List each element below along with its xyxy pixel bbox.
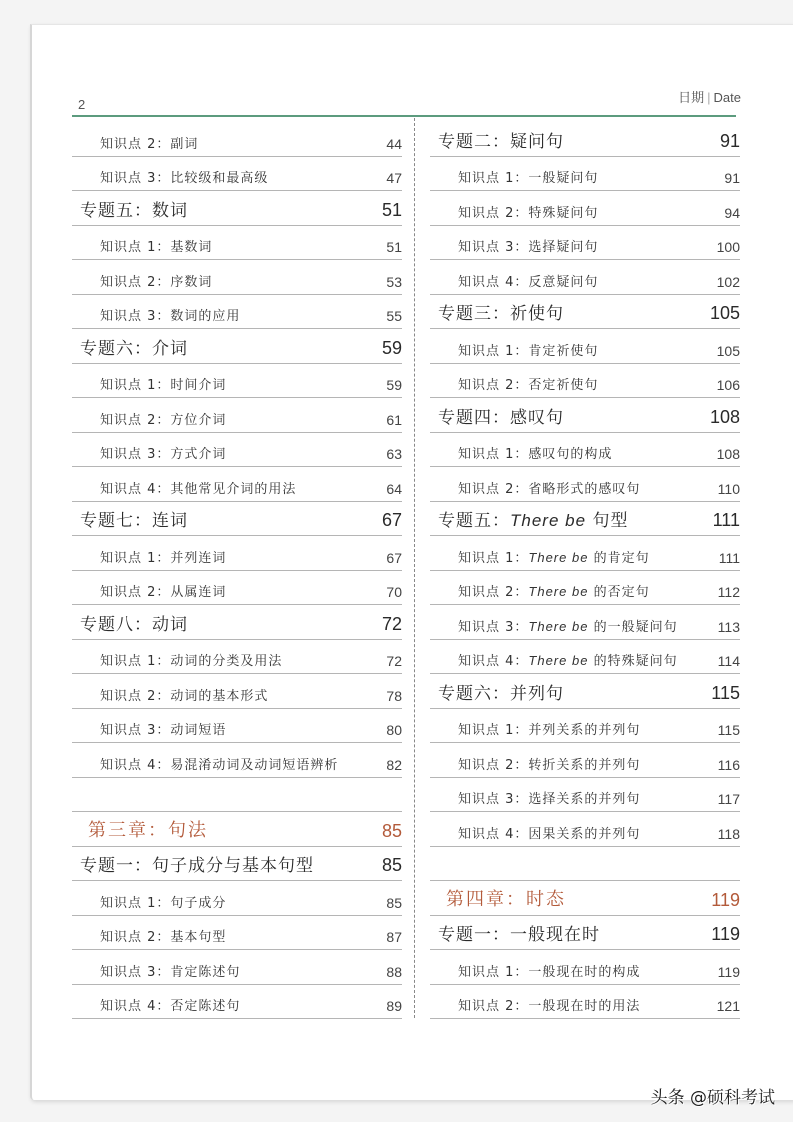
toc-entry-point[interactable] (430, 433, 740, 468)
toc-entry-label: 知识点 3：动词短语 (100, 723, 227, 738)
toc-entry-page: 114 (717, 653, 740, 669)
toc-entry-label: 知识点 2：转折关系的并列句 (458, 757, 641, 773)
toc-entry-point[interactable] (430, 536, 740, 571)
toc-entry-topic[interactable] (430, 502, 740, 537)
toc-entry-point[interactable] (72, 743, 402, 778)
english-term: There be (528, 653, 589, 668)
column-divider (414, 118, 415, 1018)
toc-entry-page: 121 (716, 998, 740, 1014)
toc-entry-point[interactable] (430, 260, 740, 295)
toc-entry-point[interactable] (72, 433, 402, 468)
toc-entry-topic[interactable] (430, 398, 740, 433)
toc-entry-label: 知识点 1：句子成分 (100, 895, 227, 911)
toc-entry-label: 知识点 3：There be 的一般疑问句 (458, 618, 678, 635)
toc-entry-label: 知识点 2：There be 的否定句 (458, 584, 650, 600)
toc-right-column (430, 122, 740, 1019)
toc-entry-label: 知识点 4：因果关系的并列句 (458, 826, 641, 842)
toc-entry-label: 知识点 2：基本句型 (100, 930, 227, 945)
toc-entry-label: 知识点 3：数词的应用 (100, 309, 241, 324)
toc-entry-page: 117 (717, 791, 740, 807)
toc-entry-point[interactable] (72, 226, 402, 261)
toc-entry-page: 102 (716, 273, 740, 290)
toc-entry-point[interactable] (72, 157, 402, 192)
toc-entry-point[interactable] (430, 467, 740, 502)
toc-entry-point[interactable] (430, 191, 740, 226)
toc-entry-page: 111 (712, 510, 740, 530)
toc-entry-label: 知识点 1：并列连词 (100, 550, 227, 566)
toc-entry-label: 知识点 2：动词的基本形式 (100, 688, 269, 704)
toc-entry-label: 专题七：连词 (80, 511, 188, 531)
toc-entry-page: 44 (386, 135, 402, 152)
toc-entry-topic[interactable] (72, 847, 402, 882)
toc-entry-topic[interactable] (72, 605, 402, 640)
toc-entry-label: 知识点 4：反意疑问句 (458, 274, 599, 290)
toc-entry-point[interactable] (72, 674, 402, 709)
toc-entry-page: 51 (386, 239, 402, 255)
toc-entry-label: 专题一：句子成分与基本句型 (80, 856, 314, 876)
toc-entry-label: 知识点 1：时间介词 (100, 378, 227, 393)
english-term: There be (528, 618, 589, 634)
date-label-en: Date (713, 90, 741, 105)
toc-entry-page: 47 (386, 170, 402, 186)
toc-entry-label: 知识点 1：感叹句的构成 (458, 447, 613, 462)
toc-entry-page: 70 (386, 584, 402, 600)
toc-entry-label: 知识点 4：否定陈述句 (100, 999, 241, 1014)
toc-entry-page: 111 (718, 549, 740, 566)
toc-entry-label: 专题五：There be 句型 (438, 511, 629, 531)
toc-entry-page: 112 (717, 584, 740, 600)
toc-entry-topic[interactable] (72, 502, 402, 537)
toc-entry-page: 115 (711, 682, 740, 703)
toc-entry-point[interactable] (430, 950, 740, 985)
toc-entry-page: 118 (717, 825, 740, 842)
toc-entry-page: 119 (711, 924, 740, 944)
header-rule (72, 115, 736, 117)
toc-entry-page: 72 (386, 653, 402, 669)
toc-entry-page: 108 (709, 406, 740, 427)
toc-entry-page: 94 (724, 204, 740, 221)
toc-entry-label: 知识点 3：肯定陈述句 (100, 964, 241, 980)
toc-entry-label: 知识点 1：肯定祈使句 (458, 343, 599, 359)
toc-entry-label: 知识点 2：副词 (100, 136, 199, 152)
toc-entry-label: 知识点 3：选择关系的并列句 (458, 792, 641, 807)
toc-entry-page: 105 (709, 303, 740, 323)
toc-entry-blank (72, 778, 402, 813)
toc-entry-page: 85 (381, 820, 402, 841)
toc-entry-point[interactable] (430, 226, 740, 261)
toc-entry-page: 63 (386, 446, 402, 462)
toc-entry-label: 专题五：数词 (80, 200, 188, 221)
toc-entry-page: 67 (386, 549, 402, 566)
toc-entry-point[interactable] (72, 640, 402, 675)
toc-entry-page: 67 (381, 510, 402, 530)
toc-entry-label: 专题六：并列句 (438, 683, 564, 704)
toc-entry-topic[interactable] (72, 329, 402, 364)
toc-entry-label: 知识点 2：一般现在时的用法 (458, 999, 641, 1014)
toc-entry-point[interactable] (430, 364, 740, 399)
toc-entry-label: 知识点 1：基数词 (100, 240, 213, 255)
toc-entry-page: 116 (717, 756, 740, 773)
watermark: 头条 @硕科考试 (650, 1088, 775, 1108)
toc-entry-point[interactable] (430, 778, 740, 813)
toc-entry-label: 知识点 1：一般疑问句 (458, 171, 599, 186)
toc-entry-point[interactable] (430, 157, 740, 192)
toc-entry-point[interactable] (72, 260, 402, 295)
toc-entry-page: 85 (381, 855, 402, 875)
toc-entry-label: 知识点 1：动词的分类及用法 (100, 654, 283, 669)
toc-entry-chapter[interactable] (430, 881, 740, 916)
toc-entry-label: 知识点 1：并列关系的并列句 (458, 723, 641, 738)
toc-entry-point[interactable] (430, 329, 740, 364)
toc-entry-point[interactable] (72, 122, 402, 157)
toc-entry-label: 专题四：感叹句 (438, 407, 564, 428)
toc-entry-label: 专题三：祈使句 (438, 304, 564, 324)
toc-entry-point[interactable] (430, 709, 740, 744)
toc-entry-page: 105 (716, 342, 740, 359)
toc-entry-page: 115 (717, 722, 740, 738)
toc-entry-page: 119 (711, 889, 740, 910)
toc-entry-point[interactable] (72, 709, 402, 744)
toc-entry-page: 87 (386, 929, 402, 945)
toc-entry-label: 知识点 4：There be 的特殊疑问句 (458, 653, 678, 669)
toc-entry-page: 72 (381, 613, 402, 634)
toc-entry-point[interactable] (72, 881, 402, 916)
toc-entry-point[interactable] (72, 295, 402, 330)
toc-entry-label: 知识点 1：There be 的肯定句 (458, 549, 650, 566)
toc-entry-page: 53 (386, 273, 402, 290)
toc-entry-label: 知识点 4：其他常见介词的用法 (100, 481, 297, 497)
toc-entry-point[interactable] (430, 985, 740, 1020)
toc-entry-page: 89 (386, 998, 402, 1014)
toc-entry-point[interactable] (430, 605, 740, 640)
toc-entry-page: 91 (719, 130, 740, 151)
toc-entry-topic[interactable] (430, 122, 740, 157)
date-label-separator: | (707, 90, 711, 105)
toc-entry-label: 专题二：疑问句 (438, 131, 564, 152)
toc-entry-label: 知识点 2：序数词 (100, 274, 213, 290)
toc-entry-page: 59 (381, 337, 402, 358)
toc-entry-page: 64 (386, 480, 402, 497)
toc-left-column (72, 122, 402, 1019)
toc-entry-point[interactable] (430, 571, 740, 606)
toc-entry-point[interactable] (72, 571, 402, 606)
toc-entry-label: 专题六：介词 (80, 338, 188, 359)
toc-entry-label: 知识点 2：否定祈使句 (458, 378, 599, 393)
toc-entry-point[interactable] (72, 364, 402, 399)
english-term: There be (510, 511, 587, 530)
toc-entry-label: 知识点 3：选择疑问句 (458, 240, 599, 255)
toc-entry-point[interactable] (72, 536, 402, 571)
toc-entry-page: 110 (717, 480, 740, 497)
toc-entry-label: 第三章：句法 (88, 819, 208, 841)
toc-entry-topic[interactable] (72, 191, 402, 226)
toc-entry-point[interactable] (430, 812, 740, 847)
toc-entry-page: 100 (716, 239, 740, 255)
toc-entry-topic[interactable] (430, 674, 740, 709)
date-label-cn: 日期 (678, 90, 705, 105)
toc-entry-point[interactable] (72, 398, 402, 433)
toc-entry-page: 61 (386, 411, 402, 428)
toc-entry-page: 88 (386, 963, 402, 980)
toc-entry-label: 知识点 2：省略形式的感叹句 (458, 481, 641, 497)
toc-entry-label: 知识点 4：易混淆动词及动词短语辨析 (100, 757, 339, 773)
toc-entry-label: 知识点 2：特殊疑问句 (458, 205, 599, 221)
toc-entry-page: 119 (717, 963, 740, 980)
toc-entry-label: 专题一：一般现在时 (438, 925, 600, 945)
toc-entry-point[interactable] (72, 950, 402, 985)
toc-entry-label: 专题八：动词 (80, 614, 188, 635)
date-label (678, 87, 741, 106)
toc-entry-label: 知识点 3：比较级和最高级 (100, 171, 269, 186)
toc-entry-topic[interactable] (430, 916, 740, 951)
toc-entry-page: 108 (716, 446, 740, 462)
toc-entry-page: 85 (386, 894, 402, 911)
toc-entry-page: 55 (386, 308, 402, 324)
toc-entry-page: 80 (386, 722, 402, 738)
page-number: 2 (78, 97, 86, 112)
toc-entry-page: 113 (717, 618, 740, 635)
english-term: There be (528, 549, 589, 565)
toc-entry-label: 知识点 3：方式介词 (100, 447, 227, 462)
toc-entry-topic[interactable] (430, 295, 740, 330)
toc-entry-page: 106 (716, 377, 740, 393)
toc-entry-point[interactable] (72, 985, 402, 1020)
toc-entry-page: 51 (381, 199, 402, 220)
toc-entry-label: 第四章：时态 (446, 888, 566, 910)
toc-entry-label: 知识点 1：一般现在时的构成 (458, 964, 641, 980)
toc-entry-blank (430, 847, 740, 882)
toc-entry-point[interactable] (72, 916, 402, 951)
toc-entry-chapter[interactable] (72, 812, 402, 847)
english-term: There be (528, 584, 589, 599)
toc-entry-point[interactable] (430, 640, 740, 675)
toc-entry-point[interactable] (430, 743, 740, 778)
toc-entry-page: 59 (386, 377, 402, 393)
toc-entry-page: 91 (724, 170, 740, 186)
toc-entry-point[interactable] (72, 467, 402, 502)
toc-entry-page: 82 (386, 756, 402, 773)
toc-entry-label: 知识点 2：方位介词 (100, 412, 227, 428)
toc-entry-page: 78 (386, 687, 402, 704)
toc-entry-label: 知识点 2：从属连词 (100, 585, 227, 600)
